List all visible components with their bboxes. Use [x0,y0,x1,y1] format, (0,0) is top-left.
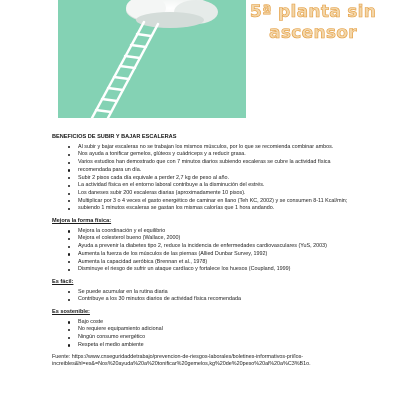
list-item: Aumenta la fuerza de los músculos de las piernas (Allied Dunbar Survey, 1992) [70,251,388,259]
list-item: Bajo coste [70,319,388,327]
list-item: recomendada para un día. [70,167,388,175]
list-item: No requiere equipamiento adicional [70,326,388,334]
source-line-2: increibles&hl=es&=Nos%20ayuda%20a%20tonificar%20gemelos,kg%20de%20peso%20al%20a%C3%B1o. [52,361,311,368]
section-title-sustainable: Es sostenible: [52,309,90,316]
poster-title [232,2,394,44]
sustainable-list [52,319,388,350]
list-item: Aumenta la capacidad aeróbica (Brennan et al., 1978) [70,259,388,267]
list-item: Mejora el colesterol bueno (Wallace, 2000) [70,235,388,243]
list-item: Multiplicar por 3 o 4 veces el gasto energético de caminar en llano (Teh KC, 2002) y se consumen 8-11 Kcal/min; [70,198,388,206]
list-item: Al subir y bajar escaleras no se trabajan los mismos músculos, por lo que se recomienda combinar ambos. [70,144,388,152]
ladder-illustration [92,22,158,118]
section-title-easy: Es fácil: [52,278,74,285]
list-item: Contribuye a los 30 minutos diarios de actividad física recomendada [70,296,388,304]
list-item: Se puede acumular en la rutina diaria [70,289,388,297]
intro-list [52,144,388,213]
section-title-fitness: Mejora la forma física: [52,218,112,225]
poster-title-line2: ascensor [269,23,357,43]
list-item: La actividad física en el entorno laboral contribuye a la disminución del estrés. [70,182,388,190]
fitness-list [52,228,388,274]
list-item: Los daneses subir 200 escaleras diarias (aproximadamente 10 pisos). [70,190,388,198]
list-item: Disminuye el riesgo de sufrir un ataque cardíaco y fortalece los huesos (Coupland, 1999) [70,266,388,274]
benefits-heading: BENEFICIOS DE SUBIR Y BAJAR ESCALERAS [52,134,177,140]
hero-banner [0,0,420,120]
list-item: Varios estudios han demostrado que con 7 minutos diarios subiendo escaleras se cubre la actividad física [70,159,388,167]
list-item: Nos ayuda a tonificar gemelos, glúteos y cuádriceps y a reducir grasa. [70,151,388,159]
list-item: Mejora la coordinación y el equilibrio [70,228,388,236]
ladder-to-cloud-image [58,0,246,118]
cloud-illustration [126,0,218,28]
list-item: Ningún consumo energético [70,334,388,342]
list-item: Ayuda a prevenir la diabetes tipo 2, reduce la incidencia de enfermedades cardiovasculares (YuS, 2003) [70,243,388,251]
poster-title-line1: 5ª planta sin [249,2,377,22]
easy-list [52,289,388,304]
list-item: subiendo 1 minutos escaleras se gastan los mismas calorías que 1 hora andando. [70,205,388,213]
list-item: Respeta el medio ambiente [70,342,388,350]
list-item: Subir 2 pisos cada día equivale a perder 2,7 kg de peso al año. [70,175,388,183]
document-body [52,134,388,369]
source-line-1: Fuente: https://www.cnseguridaddetrabajo/prevencion-de-riesgos-laborales/boletines-informativos-pri/los- [52,353,304,360]
